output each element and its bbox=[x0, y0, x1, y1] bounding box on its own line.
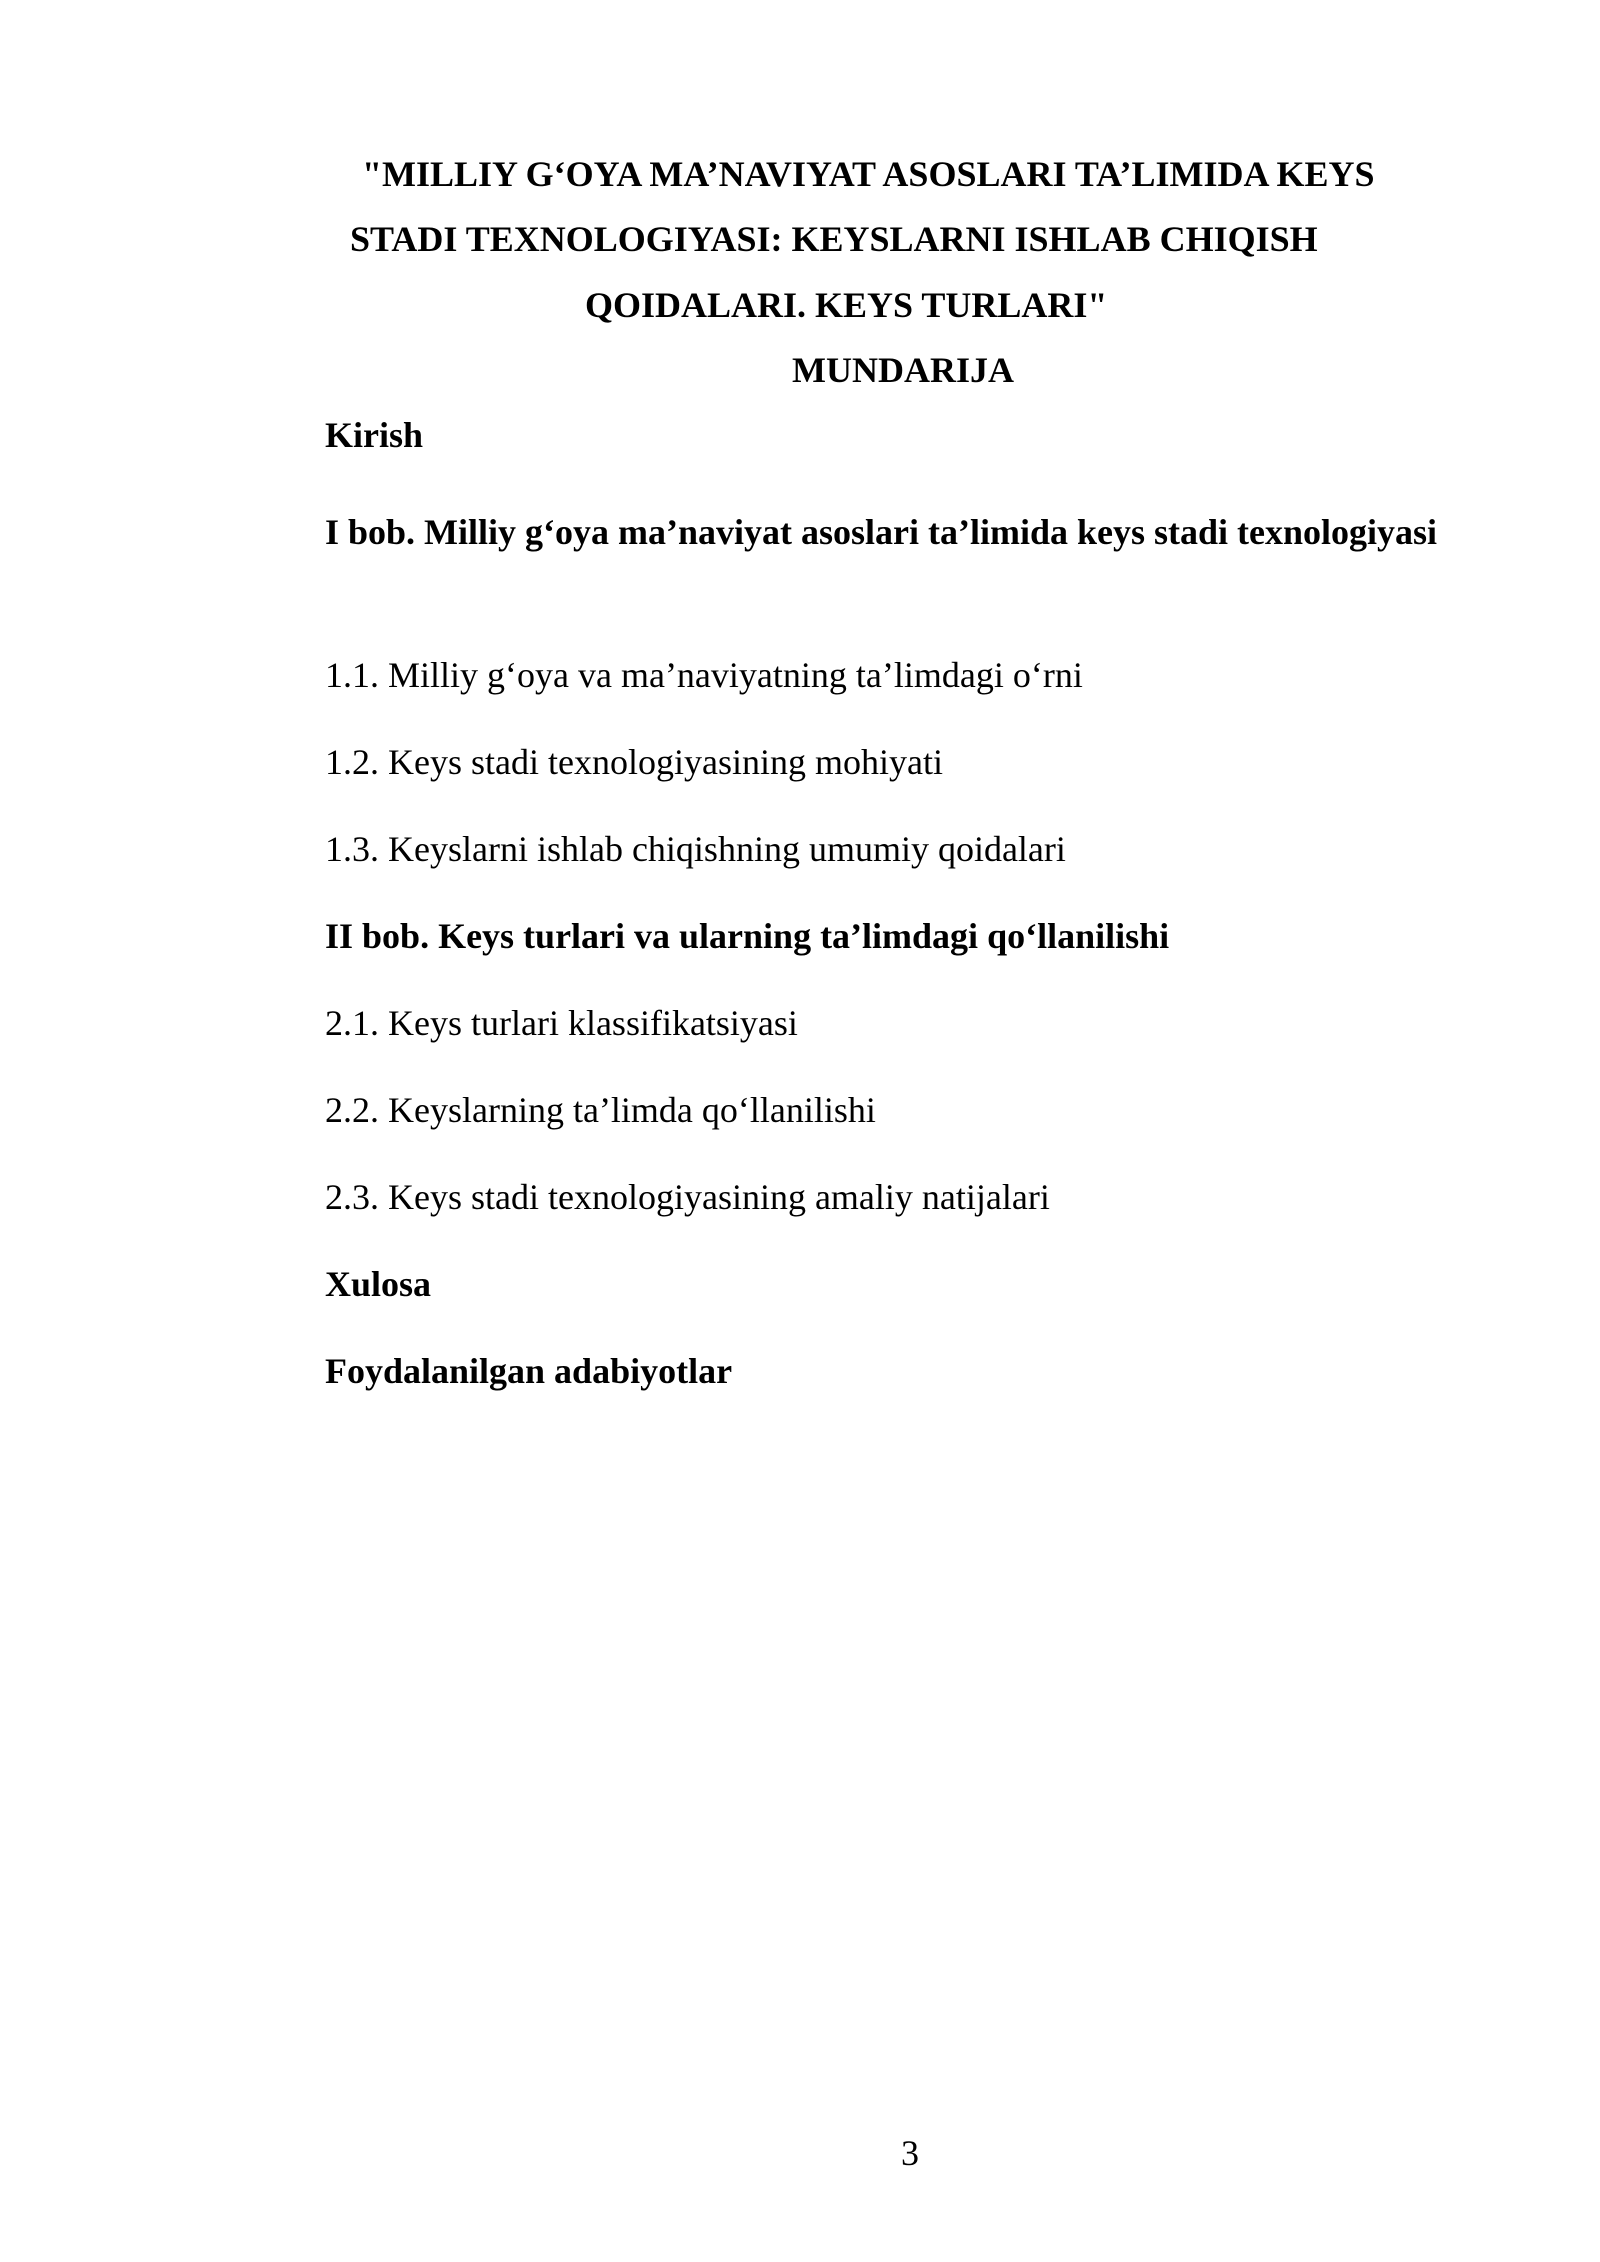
page-number: 3 bbox=[901, 2133, 919, 2173]
toc-conclusion: Xulosa bbox=[325, 1264, 432, 1304]
document-title-line-1: "MILLIY G‘OYA MA’NAVIYAT ASOSLARI TA’LIMIDA KEYS bbox=[362, 154, 1375, 194]
toc-chapter-2: II bob. Keys turlari va ularning ta’limdagi qo‘llanilishi bbox=[325, 916, 1170, 956]
toc-references: Foydalanilgan adabiyotlar bbox=[325, 1351, 733, 1391]
toc-section-2-1: 2.1. Keys turlari klassifikatsiyasi bbox=[325, 1003, 798, 1043]
toc-section-2-3: 2.3. Keys stadi texnologiyasining amaliy natijalari bbox=[325, 1177, 1050, 1217]
toc-chapter-1: I bob. Milliy g‘oya ma’naviyat asoslari ta’limida keys stadi texnologiyasi bbox=[325, 512, 1438, 552]
toc-section-1-3: 1.3. Keyslarni ishlab chiqishning umumiy qoidalari bbox=[325, 829, 1066, 869]
toc-intro: Kirish bbox=[325, 415, 424, 455]
document-title-line-3: QOIDALARI. KEYS TURLARI" bbox=[585, 285, 1108, 325]
toc-section-2-2: 2.2. Keyslarning ta’limda qo‘llanilishi bbox=[325, 1090, 876, 1130]
toc-section-1-1: 1.1. Milliy g‘oya va ma’naviyatning ta’limdagi o‘rni bbox=[325, 655, 1083, 695]
document-title-line-2: STADI TEXNOLOGIYASI: KEYSLARNI ISHLAB CHIQISH bbox=[350, 219, 1318, 259]
toc-section-1-2: 1.2. Keys stadi texnologiyasining mohiyati bbox=[325, 742, 943, 782]
contents-heading: MUNDARIJA bbox=[792, 350, 1014, 390]
